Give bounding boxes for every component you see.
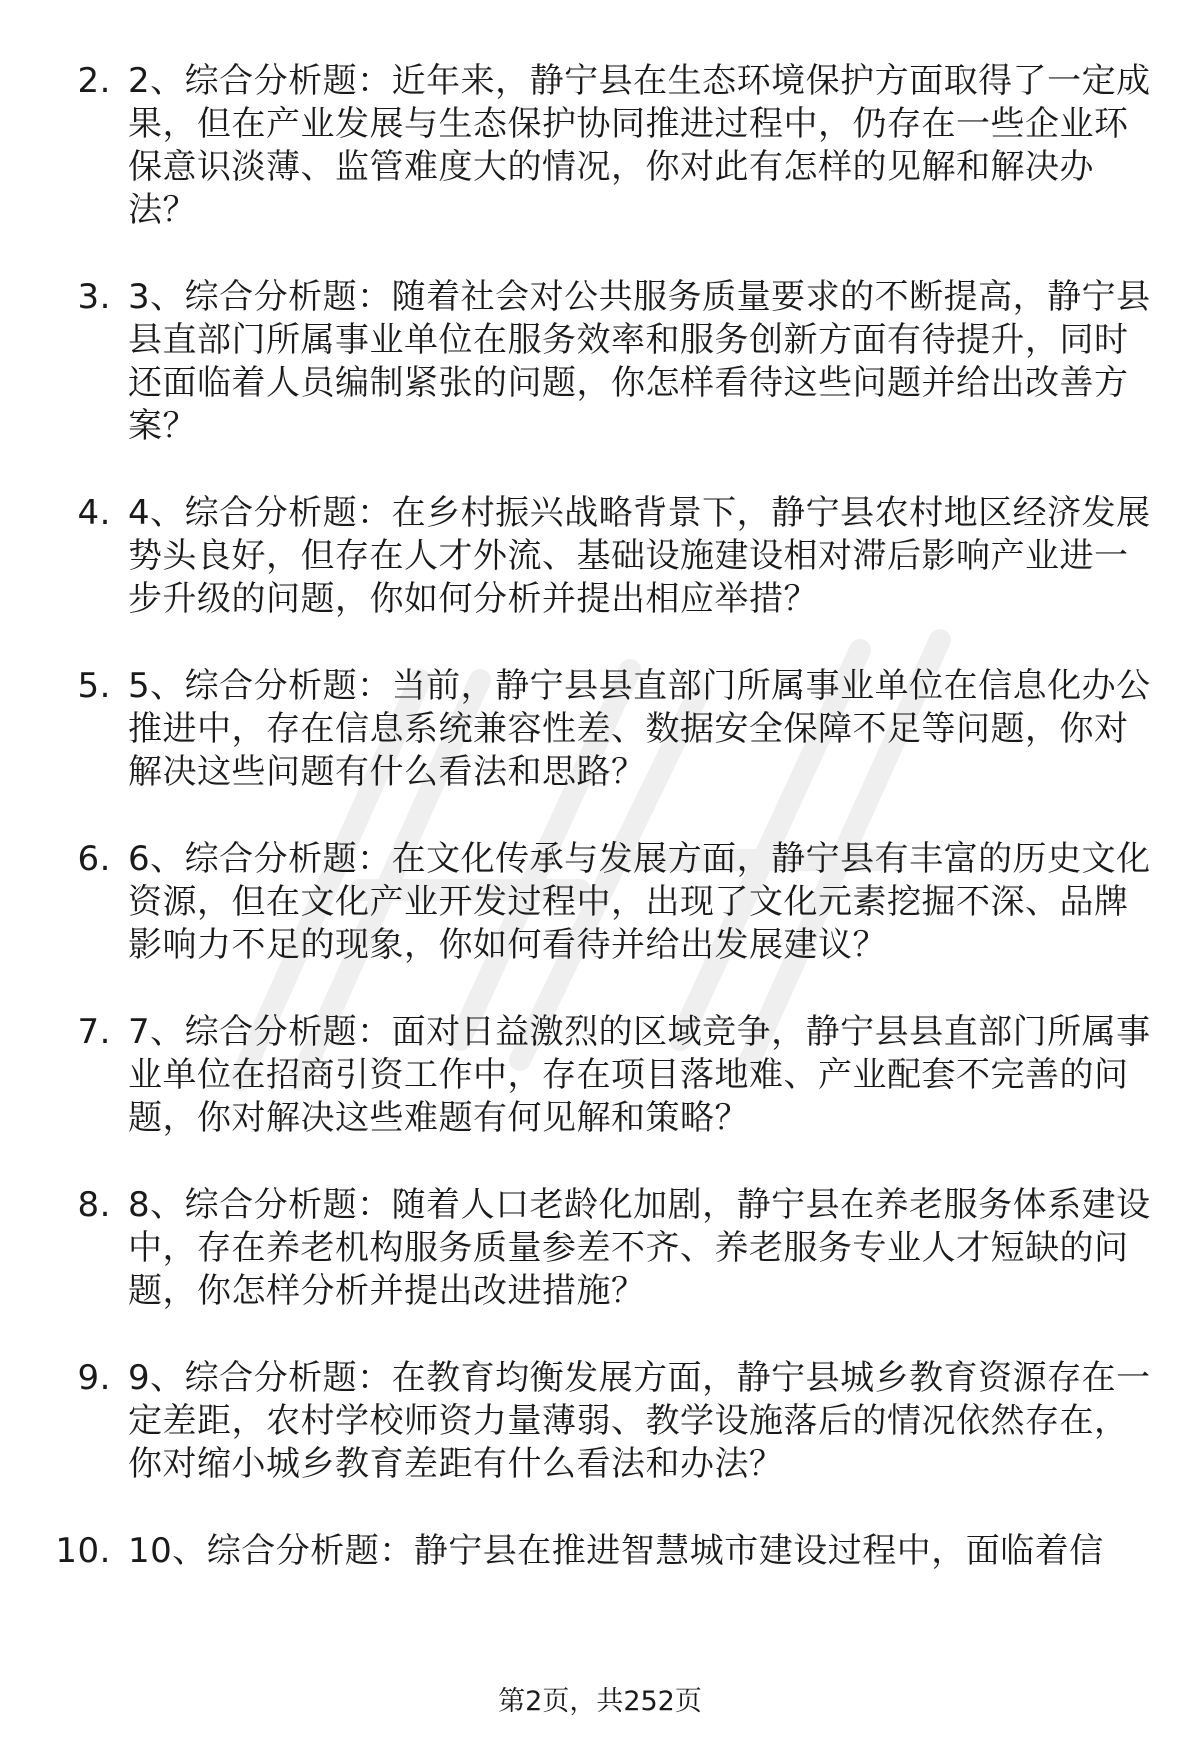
question-number: 5. — [77, 666, 111, 706]
question-text: 5、综合分析题：当前，静宁县县直部门所属事业单位在信息化办公推进中，存在信息系统兼容性差、数据安全保障不足等问题，你对解决这些问题有什么看法和思路？ — [128, 666, 1151, 792]
question-item-7 — [0, 1011, 1200, 1140]
question-list — [0, 60, 1200, 1617]
page-footer: 第2页，共252页 — [498, 1686, 702, 1717]
question-text: 9、综合分析题：在教育均衡发展方面，静宁县城乡教育资源存在一定差距，农村学校师资力量薄弱、教学设施落后的情况依然存在，你对缩小城乡教育差距有什么看法和办法？ — [128, 1358, 1151, 1484]
question-number: 4. — [77, 493, 111, 533]
question-item-5 — [0, 665, 1200, 794]
question-text: 3、综合分析题：随着社会对公共服务质量要求的不断提高，静宁县县直部门所属事业单位在服务效率和服务创新方面有待提升，同时还面临着人员编制紧张的问题，你怎样看待这些问题并给出改善方案？ — [128, 277, 1151, 446]
question-number: 3. — [77, 277, 111, 317]
question-number: 7. — [77, 1012, 111, 1052]
question-item-3 — [0, 276, 1200, 448]
question-item-9 — [0, 1357, 1200, 1486]
question-text: 2、综合分析题：近年来，静宁县在生态环境保护方面取得了一定成果，但在产业发展与生态保护协同推进过程中，仍存在一些企业环保意识淡薄、监管难度大的情况，你对此有怎样的见解和解决办法？ — [128, 61, 1151, 230]
question-number: 8. — [77, 1185, 111, 1225]
question-number: 6. — [77, 839, 111, 879]
question-number: 10. — [55, 1531, 111, 1571]
question-item-6 — [0, 838, 1200, 967]
question-item-8 — [0, 1184, 1200, 1313]
question-text: 4、综合分析题：在乡村振兴战略背景下，静宁县农村地区经济发展势头良好，但存在人才外流、基础设施建设相对滞后影响产业进一步升级的问题，你如何分析并提出相应举措？ — [128, 493, 1151, 619]
question-item-10 — [0, 1530, 1200, 1573]
question-text: 7、综合分析题：面对日益激烈的区域竞争，静宁县县直部门所属事业单位在招商引资工作中，存在项目落地难、产业配套不完善的问题，你对解决这些难题有何见解和策略？ — [128, 1012, 1151, 1138]
question-text: 8、综合分析题：随着人口老龄化加剧，静宁县在养老服务体系建设中，存在养老机构服务质量参差不齐、养老服务专业人才短缺的问题，你怎样分析并提出改进措施？ — [128, 1185, 1151, 1311]
question-number: 2. — [77, 61, 111, 101]
question-item-4 — [0, 492, 1200, 621]
question-item-2 — [0, 60, 1200, 232]
question-text: 10、综合分析题：静宁县在推进智慧城市建设过程中，面临着信 — [128, 1531, 1104, 1571]
question-number: 9. — [77, 1358, 111, 1398]
question-text: 6、综合分析题：在文化传承与发展方面，静宁县有丰富的历史文化资源，但在文化产业开发过程中，出现了文化元素挖掘不深、品牌影响力不足的现象，你如何看待并给出发展建议？ — [128, 839, 1151, 965]
